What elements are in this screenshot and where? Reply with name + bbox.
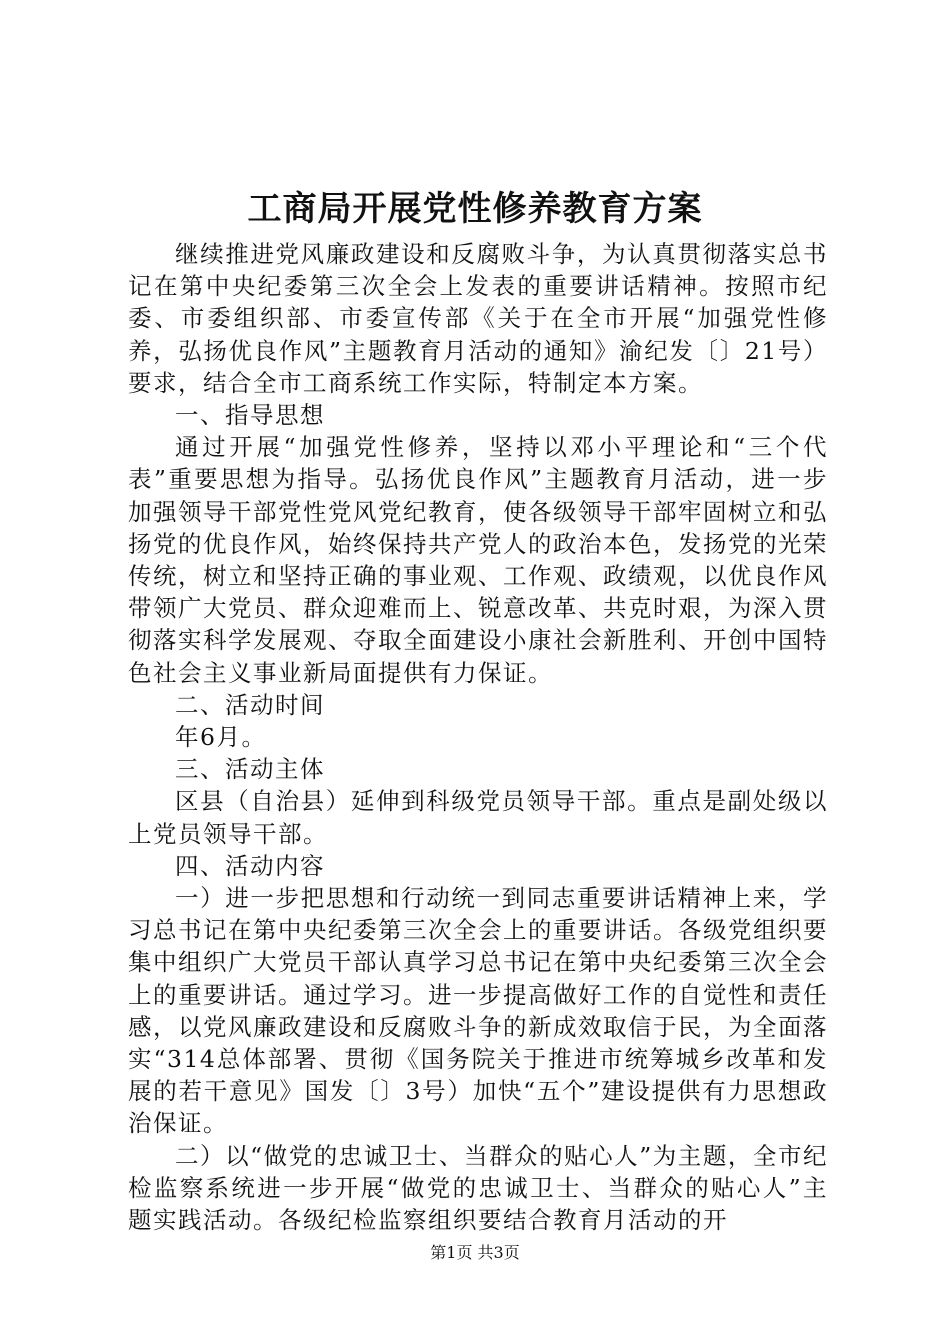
- intro-paragraph: 继续推进党风廉政建设和反腐败斗争，为认真贯彻落实总书记在第中央纪委第三次全会上发表的重要讲话精神。按照市纪委、市委组织部、市委宣传部《关于在全市开展“加强党性修养，弘扬优良作风”主题教育月活动的通知》渝纪发〔〕21号）要求，结合全市工商系统工作实际，特制定本方案。: [128, 240, 828, 397]
- section-heading-guiding-thought: 一、指导思想: [175, 401, 325, 430]
- document-title: 工商局开展党性修养教育方案: [247, 189, 703, 229]
- section-heading-activity-content: 四、活动内容: [175, 851, 325, 880]
- document-body: [128, 238, 828, 1236]
- activity-content-item-1: 一）进一步把思想和行动统一到同志重要讲话精神上来，学习总书记在第中央纪委第三次全会上的重要讲话。各级党组织要集中组织广大党员干部认真学习总书记在第中央纪委第三次全会上的重要讲话。通过学习。进一步提高做好工作的自觉性和责任感，以党风廉政建设和反腐败斗争的新成效取信于民，为全面落实“314总体部署、贯彻《国务院关于推进市统筹城乡改革和发展的若干意见》国发〔〕3号）加快“五个”建设提供有力思想政治保证。: [128, 884, 828, 1138]
- activity-time-paragraph: 年6月。: [175, 723, 267, 752]
- activity-content-item-2: 二）以“做党的忠诚卫士、当群众的贴心人”为主题，全市纪检监察系统进一步开展“做党的忠诚卫士、当群众的贴心人”主题实践活动。各级纪检监察组织要结合教育月活动的开: [128, 1141, 828, 1235]
- page-footer: 第1页 共3页: [430, 1243, 520, 1262]
- guiding-thought-paragraph: 通过开展“加强党性修养，坚持以邓小平理论和“三个代表”重要思想为指导。弘扬优良作风”主题教育月活动，进一步加强领导干部党性党风党纪教育，使各级领导干部牢固树立和弘扬党的优良作风，始终保持共产党人的政治本色，发扬党的光荣传统，树立和坚持正确的事业观、工作观、政绩观，以优良作风带领广大党员、群众迎难而上、锐意改革、共克时艰，为深入贯彻落实科学发展观、夺取全面建设小康社会新胜利、开创中国特色社会主义事业新局面提供有力保证。: [128, 433, 828, 687]
- section-heading-activity-subject: 三、活动主体: [175, 755, 325, 784]
- section-heading-activity-time: 二、活动时间: [175, 690, 325, 719]
- activity-subject-paragraph: 区县（自治县）延伸到科级党员领导干部。重点是副处级以上党员领导干部。: [128, 787, 828, 848]
